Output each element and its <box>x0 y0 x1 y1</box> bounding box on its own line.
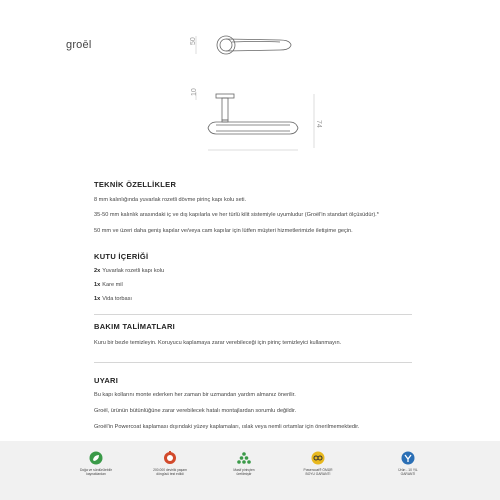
top-view <box>217 36 291 54</box>
badge-caption: Powercoat® ÖMÜR <box>303 468 333 472</box>
dim-top-height: 50 <box>190 37 197 45</box>
warning-line: Bu kapı kollarını monte ederken her zaman bir uzmandan yardım almanız önerilir. <box>94 392 296 398</box>
badge-caption: Doğa ve sürdürülebilir <box>79 468 113 472</box>
box-title: KUTU İÇERİĞİ <box>94 252 149 261</box>
badge-caption: kaynaklardan <box>86 472 106 477</box>
box-item-qty: 1x <box>94 282 101 288</box>
box-item <box>94 282 123 288</box>
features-line: 35-50 mm kalınlık arasındaki iç ve dış kapılarla ve her türlü kilit sistemiyle uyumludur (Groël'in standart ölçüsüdür).* <box>94 212 379 218</box>
badge-caption: GARANTİ <box>400 472 416 477</box>
badge-cycle <box>135 451 205 476</box>
badge-caption: Ürün - 10 YIL <box>398 468 418 472</box>
dim-side-length: 74 <box>315 120 322 128</box>
warning-line: Groël'in Powercoat kaplaması dışındaki yüzey kaplamaları, ıslak veya nemli ortamlar için önerilmemektedir. <box>94 424 360 430</box>
divider <box>94 362 412 363</box>
box-item-text: Vida torbası <box>102 296 132 302</box>
cycle-test-icon <box>163 451 177 465</box>
badge-caption: BOYU GARANTİ <box>305 472 331 477</box>
box-item-qty: 2x <box>94 268 101 274</box>
box-item-text: Yuvarlak rozetli kapı kolu <box>102 268 165 274</box>
features-title: TEKNİK ÖZELLİKLER <box>94 180 177 189</box>
box-item-qty: 1x <box>94 296 101 302</box>
box-item <box>94 268 164 274</box>
technical-drawing <box>180 28 340 163</box>
badge-caption: 200.000 devirlik yaşam <box>153 468 187 472</box>
badge-caption: döngüsü test edildi <box>156 472 184 477</box>
features-line: 50 mm ve üzeri daha geniş kapılar ve/veya cam kapılar için lütfen müşteri hizmetlerimizle iletişime geçin. <box>94 228 353 234</box>
warning-line: Groël, ürünün bütünlüğüne zarar verebilecek hatalı montajlardan sorumlu değildir. <box>94 408 297 414</box>
badge-powercoat <box>283 451 353 476</box>
box-item <box>94 296 132 302</box>
warning-title: UYARI <box>94 376 119 385</box>
badge-warranty <box>373 451 443 476</box>
side-view <box>208 94 298 134</box>
features-line: 8 mm kalınlığında yuvarlak rozetli dövme pirinç kapı kolu seti. <box>94 197 247 203</box>
badge-caption: Masif pirinçten <box>233 468 255 472</box>
metal-stack-icon <box>237 451 251 465</box>
brand-logo: groēl <box>66 39 92 51</box>
badge-caption: üretilmiştir <box>236 472 252 477</box>
badge-brass <box>209 451 279 476</box>
box-item-text: Kare mil <box>102 282 123 288</box>
care-title: BAKIM TALİMATLARI <box>94 322 176 331</box>
dim-side-depth: 10 <box>191 88 198 96</box>
powercoat-icon <box>311 451 325 465</box>
eco-leaf-icon <box>89 451 103 465</box>
badge-eco <box>61 451 131 476</box>
divider <box>94 314 412 315</box>
feature-badges <box>0 441 500 500</box>
warranty-icon <box>401 451 415 465</box>
care-text: Kuru bir bezle temizleyin. Koruyucu kaplamaya zarar verebileceği için pirinç temizleyici kullanmayın. <box>94 340 342 346</box>
